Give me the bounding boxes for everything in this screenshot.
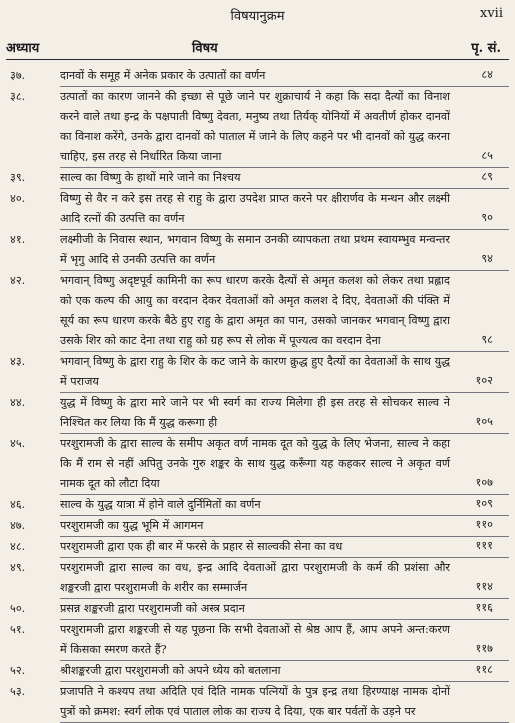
chapter-number: ४५. [10, 437, 26, 450]
toc-entry [0, 271, 515, 352]
toc-entry [0, 495, 515, 516]
entry-subject: लक्ष्मीजी के निवास स्थान, भगवान विष्णु के समान उनकी व्यापकता तथा प्रथम स्वायम्भुव मन्वन्तर में भृगु आदि से उनकी उत्पत्ति का वर्णन [60, 233, 450, 266]
chapter-number: ४६. [10, 498, 26, 511]
toc-entry [0, 87, 515, 168]
entry-subject: प्रजापति ने कश्यप तथा अदिति एवं दिति नामक पत्नियों के पुत्र इन्द्र तथा हिरण्याक्ष नामक दोनों पुत्रों को क्रमश: स्वर्ग लोक एवं पाताल लोक का राज्य दे दिया, एक बार पर्वतों के उड़ने पर [60, 685, 450, 718]
chapter-number: ५२. [10, 664, 26, 677]
toc-entry [0, 661, 515, 682]
entry-subject: परशुरामजी द्वारा शङ्करजी से यह पूछना कि सभी देवताओं से श्रेष्ठ आप हैं, आप अपने अन्त:करण में किसका स्मरण करते हैं? [60, 623, 450, 656]
chapter-number: ५३. [10, 685, 26, 698]
entry-page-number: ८९ [481, 170, 493, 183]
toc-entry [0, 516, 515, 537]
entry-subject: परशुरामजी द्वारा एक ही बार में फरसे के प्रहार से साल्वकी सेना का वध [60, 540, 343, 553]
entry-page-number: ११७ [475, 642, 493, 655]
entry-subject: उत्पातों का कारण जानने की इच्छा से पूछे जाने पर शुक्राचार्य ने कहा कि सदा दैत्यों का विनाश करने वाले तथा इन्द्र के पक्षपाती विष्णु देवता, मनुष्य तथा तिर्यक् योनियों में अवतीर्ण होकर दानवों का विनाश करेंगे, उनके द्वारा दानवों को पाताल में जाने के लिए कहने पर भी दानवों को युद्ध करना चाहिए, इस तरह से निर्धारित किया जाना [60, 90, 450, 163]
entry-subject: प्रसन्न शङ्करजी द्वारा परशुरामजी को अस्त्र प्रदान [60, 602, 245, 615]
entry-page-number: ११८ [475, 663, 493, 676]
entry-page-number: ९० [481, 211, 493, 224]
toc-entry [0, 558, 515, 599]
entry-page-number: ११६ [475, 601, 493, 614]
entry-subject: साल्व का विष्णु के हाथों मारे जाने का निश्चय [60, 171, 241, 184]
entry-subject: भगवान् विष्णु के द्वारा राहु के शिर के कट जाने के कारण क्रुद्ध हुए दैत्यों का देवताओं के साथ युद्ध में पराजय [60, 355, 450, 388]
entry-page-number: १०२ [475, 374, 493, 387]
chapter-number: ३९. [10, 171, 26, 184]
chapter-number: ३८. [10, 90, 26, 103]
entry-page-number: ८४ [481, 68, 493, 81]
running-head [0, 6, 515, 28]
entry-subject: साल्व के युद्ध यात्रा में होने वाले दुर्निमितों का वर्णन [60, 498, 261, 511]
toc-entry [0, 434, 515, 495]
toc-entry [0, 352, 515, 393]
toc-entry [0, 230, 515, 271]
chapter-number: ४४. [10, 396, 26, 409]
page-title: विषयानुक्रम [230, 9, 285, 24]
chapter-number: ४१. [10, 233, 26, 246]
entry-subject: युद्ध में विष्णु के द्वारा मारे जाने पर भी स्वर्ग का राज्य मिलेगा ही इस तरह से सोचकर साल्व ने निश्चित कर लिया कि मैं युद्ध करूगा ही [60, 396, 450, 429]
page-number-roman: xvii [480, 6, 503, 21]
entry-subject: परशुरामजी द्वारा साल्व का वध, इन्द्र आदि देवताओं द्वारा परशुरामजी के कर्म की प्रशंसा और शङ्करजी द्वारा परशुरामजी के शरीर का सम्मार्जन [60, 561, 450, 594]
entry-page-number: ८५ [481, 149, 493, 162]
toc-entry [0, 66, 515, 87]
chapter-column-header: अध्याय [6, 41, 40, 56]
chapter-number: ४२. [10, 274, 26, 287]
page-column-header: पृ. सं. [471, 41, 501, 56]
entry-page-number: १०७ [475, 476, 493, 489]
chapter-number: ५०. [10, 602, 26, 615]
entry-page-number: ९८ [481, 333, 493, 346]
entry-subject: श्रीशङ्करजी द्वारा परशुरामजी को अपने ध्येय को बतलाना [60, 664, 281, 677]
entry-page-number: ९४ [481, 252, 493, 265]
chapter-number: ४३. [10, 355, 26, 368]
toc-entry [0, 537, 515, 558]
chapter-number: ३७. [10, 69, 26, 82]
chapter-number: ५१. [10, 623, 26, 636]
toc-list [0, 66, 515, 723]
toc-entry [0, 189, 515, 230]
entry-page-number: ११४ [475, 580, 493, 593]
chapter-number: ४९. [10, 561, 26, 574]
entry-subject: परशुरामजी का युद्ध भूमि में आगमन [60, 519, 204, 532]
entry-page-number: १०९ [475, 497, 493, 510]
entry-subject: विष्णु से वैर न करे इस तरह से राहु के द्वारा उपदेश प्राप्त करने पर क्षीरार्णव के मन्थन और लक्ष्मी आदि रत्नों की उत्पत्ति का वर्णन [60, 192, 450, 225]
entry-subject: दानवों के समूह में अनेक प्रकार के उत्पातों का वर्णन [60, 69, 266, 82]
column-headers [0, 38, 515, 60]
toc-entry [0, 620, 515, 661]
toc-entry [0, 168, 515, 189]
entry-page-number: १११ [475, 539, 493, 552]
entry-page-number: ११० [475, 518, 493, 531]
subject-column-header: विषय [192, 41, 218, 56]
toc-entry [0, 393, 515, 434]
entry-subject: परशुरामजी के द्वारा साल्व के समीप अकृत वर्ण नामक दूत को युद्ध के लिए भेजना, साल्व ने कहा कि मैं राम से नहीं अपितु उनके गुरु शङ्कर के साथ युद्ध करूँगा यह कहकर साल्व ने अकृत वर्ण नामक दूत को लौटा दिया [60, 437, 450, 490]
header-rule [6, 59, 509, 60]
chapter-number: ४०. [10, 192, 26, 205]
entry-subject: भगवान् विष्णु अदृष्टपूर्व कामिनी का रूप धारण करके दैत्यों से अमृत कलश को लेकर तथा प्रह्लाद को एक कल्प की आयु का वरदान देकर देवताओं को अमृत कलश दे दिए, देवताओं की पंक्ति में सूर्य का रूप धारण करके बैठे हुए राहु के द्वारा अमृत का पान, उसको जानकर भगवान् विष्णु द्वारा उसके शिर को काट देना तथा राहु को ग्रह रूप से लोक में पूज्यत्व का वरदान देना [60, 274, 450, 347]
toc-entry [0, 599, 515, 620]
chapter-number: ४७. [10, 519, 26, 532]
entry-page-number: १०५ [475, 415, 493, 428]
chapter-number: ४८. [10, 540, 26, 553]
